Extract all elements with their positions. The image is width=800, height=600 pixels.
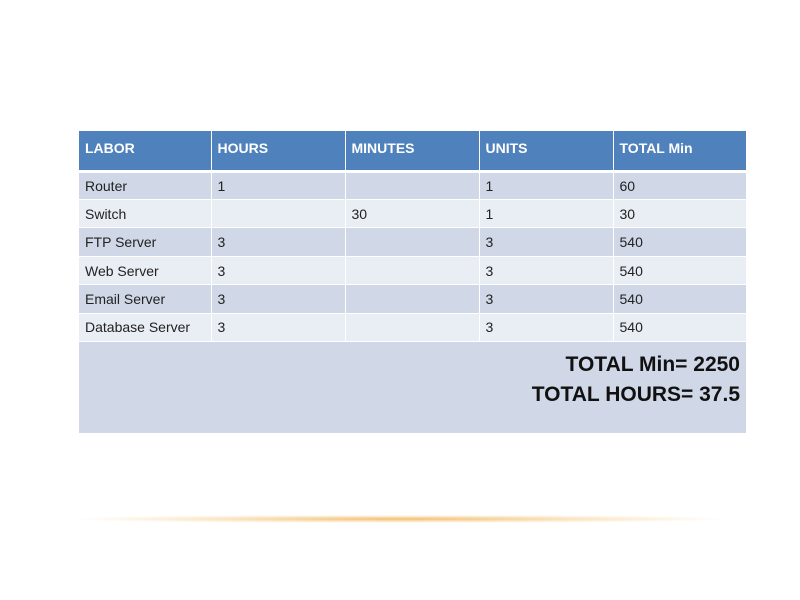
decorative-divider — [75, 515, 725, 523]
cell-units: 3 — [479, 313, 613, 341]
cell-units: 3 — [479, 228, 613, 256]
cell-hours: 3 — [211, 256, 345, 284]
cell-units: 3 — [479, 285, 613, 313]
cell-total-min: 540 — [613, 228, 746, 256]
table-row — [79, 285, 746, 313]
table-row — [79, 199, 746, 227]
cell-minutes — [345, 228, 479, 256]
cell-minutes — [345, 285, 479, 313]
cell-labor: Router — [79, 171, 211, 199]
totals-row — [79, 342, 746, 434]
cell-labor: Web Server — [79, 256, 211, 284]
cell-hours: 3 — [211, 285, 345, 313]
table-row — [79, 256, 746, 284]
cell-hours: 1 — [211, 171, 345, 199]
cell-total-min: 540 — [613, 256, 746, 284]
cell-total-min: 540 — [613, 313, 746, 341]
cell-hours: 3 — [211, 313, 345, 341]
cell-labor: FTP Server — [79, 228, 211, 256]
total-hours: TOTAL HOURS= 37.5 — [531, 383, 740, 407]
header-labor: LABOR — [79, 131, 211, 171]
header-row — [79, 131, 746, 171]
cell-labor: Database Server — [79, 313, 211, 341]
cell-minutes — [345, 256, 479, 284]
header-total-min: TOTAL Min — [613, 131, 746, 171]
cell-hours — [211, 199, 345, 227]
total-minutes: TOTAL Min= 2250 — [565, 353, 740, 377]
cell-units: 1 — [479, 199, 613, 227]
cell-total-min: 60 — [613, 171, 746, 199]
cell-labor: Switch — [79, 199, 211, 227]
table-row — [79, 171, 746, 199]
header-minutes: MINUTES — [345, 131, 479, 171]
totals-cell — [79, 342, 746, 434]
header-units: UNITS — [479, 131, 613, 171]
cell-labor: Email Server — [79, 285, 211, 313]
table-row — [79, 228, 746, 256]
header-hours: HOURS — [211, 131, 345, 171]
cell-minutes — [345, 171, 479, 199]
labor-table — [79, 131, 746, 434]
cell-total-min: 540 — [613, 285, 746, 313]
cell-units: 1 — [479, 171, 613, 199]
table-header — [79, 131, 746, 171]
table-row — [79, 313, 746, 341]
cell-total-min: 30 — [613, 199, 746, 227]
cell-hours: 3 — [211, 228, 345, 256]
table-body — [79, 171, 746, 434]
cell-minutes: 30 — [345, 199, 479, 227]
cell-minutes — [345, 313, 479, 341]
cell-units: 3 — [479, 256, 613, 284]
